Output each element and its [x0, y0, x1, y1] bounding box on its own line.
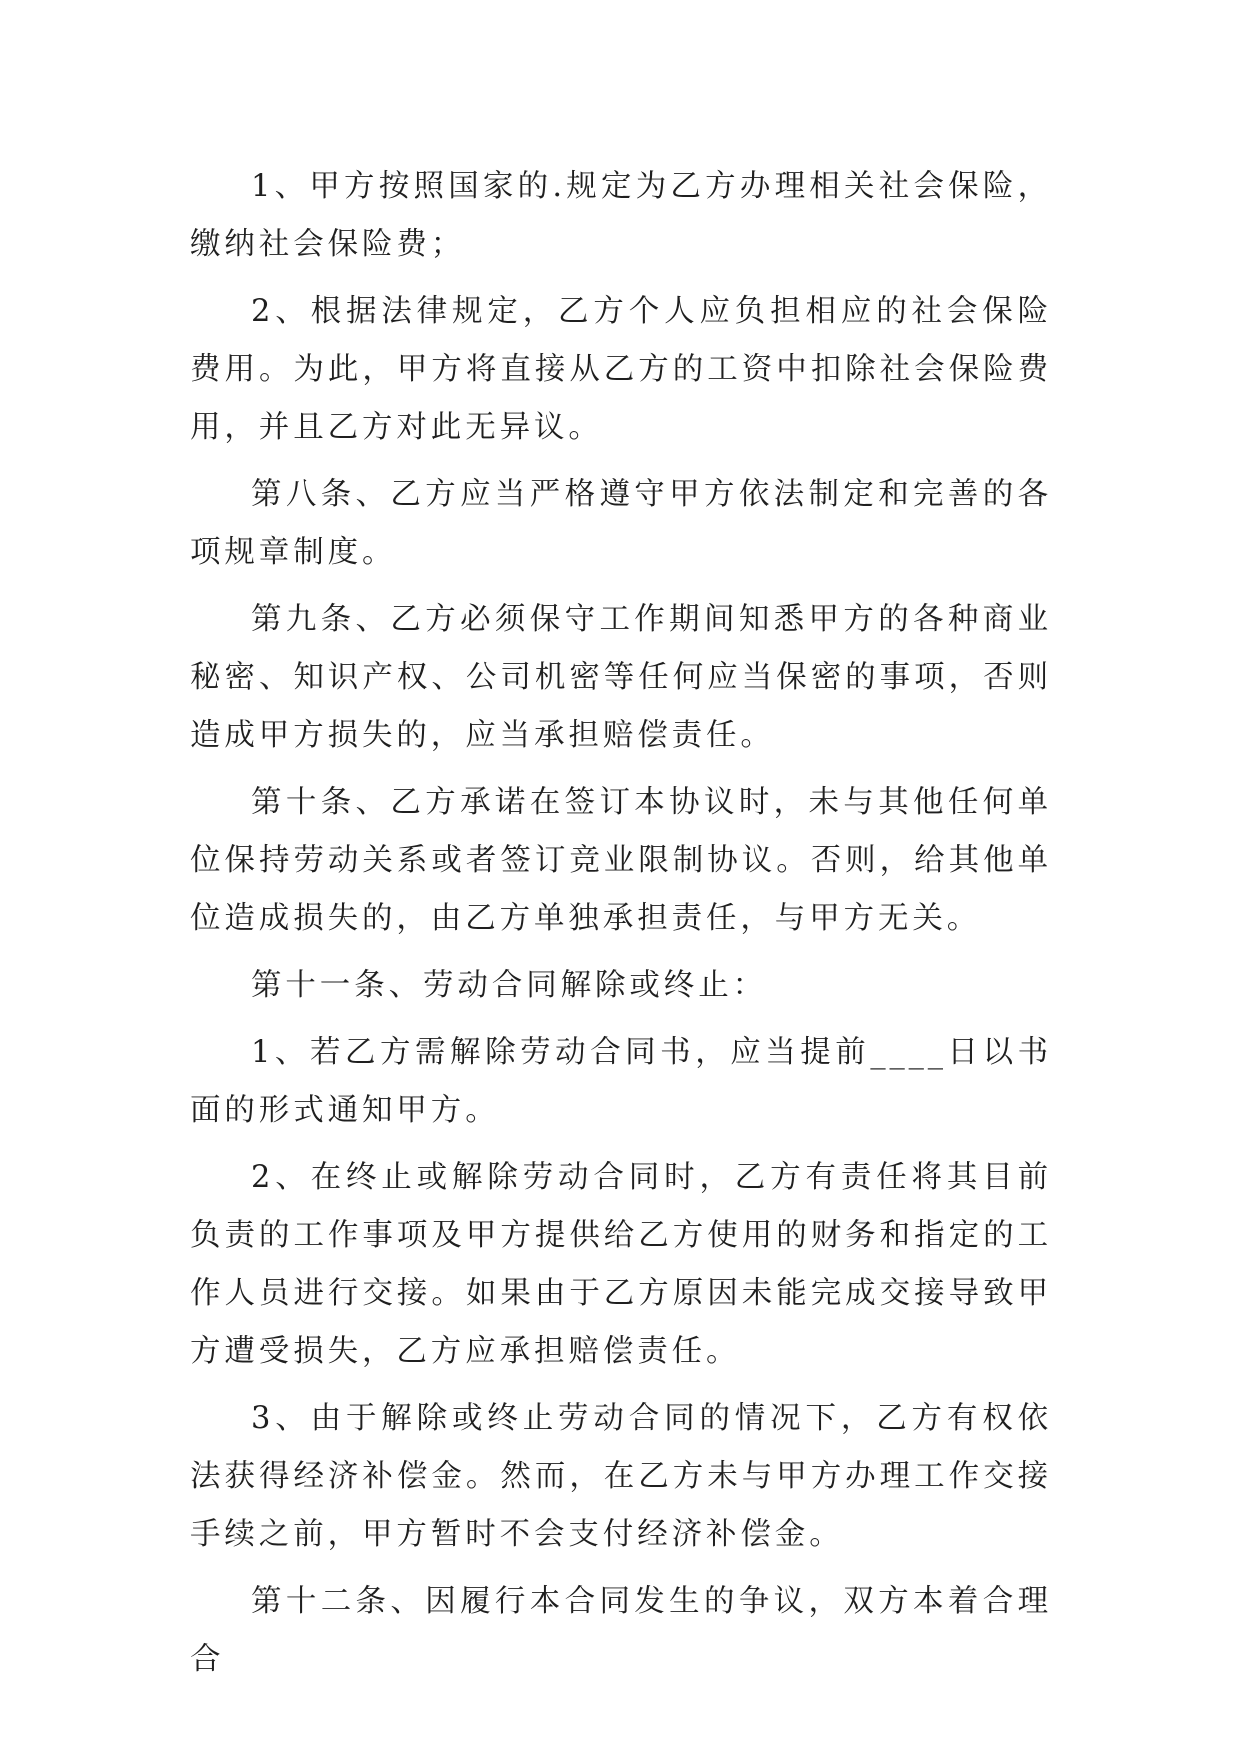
paragraph-social-insurance-1: 1、甲方按照国家的.规定为乙方办理相关社会保险，缴纳社会保险费；	[190, 169, 1052, 262]
paragraph-article-12: 第十二条、因履行本合同发生的争议，双方本着合理合	[190, 1584, 1052, 1677]
paragraph-article-11-item-1: 1、若乙方需解除劳动合同书，应当提前____日以书面的形式通知甲方。	[190, 1035, 1052, 1128]
document-body	[190, 158, 1052, 1698]
paragraph-article-10: 第十条、乙方承诺在签订本协议时，未与其他任何单位保持劳动关系或者签订竞业限制协议。否则，给其他单位造成损失的，由乙方单独承担责任，与甲方无关。	[190, 785, 1052, 936]
paragraph-article-9: 第九条、乙方必须保守工作期间知悉甲方的各种商业秘密、知识产权、公司机密等任何应当保密的事项，否则造成甲方损失的，应当承担赔偿责任。	[190, 602, 1052, 753]
paragraph-article-11-item-3: 3、由于解除或终止劳动合同的情况下，乙方有权依法获得经济补偿金。然而，在乙方未与甲方办理工作交接手续之前，甲方暂时不会支付经济补偿金。	[190, 1401, 1052, 1552]
paragraph-article-8: 第八条、乙方应当严格遵守甲方依法制定和完善的各项规章制度。	[190, 477, 1052, 570]
paragraph-article-11: 第十一条、劳动合同解除或终止：	[251, 968, 767, 1003]
paragraph-social-insurance-2: 2、根据法律规定，乙方个人应负担相应的社会保险费用。为此，甲方将直接从乙方的工资中扣除社会保险费用，并且乙方对此无异议。	[190, 294, 1052, 445]
paragraph-article-11-item-2: 2、在终止或解除劳动合同时，乙方有责任将其目前负责的工作事项及甲方提供给乙方使用的财务和指定的工作人员进行交接。如果由于乙方原因未能完成交接导致甲方遭受损失，乙方应承担赔偿责任。	[190, 1160, 1052, 1369]
